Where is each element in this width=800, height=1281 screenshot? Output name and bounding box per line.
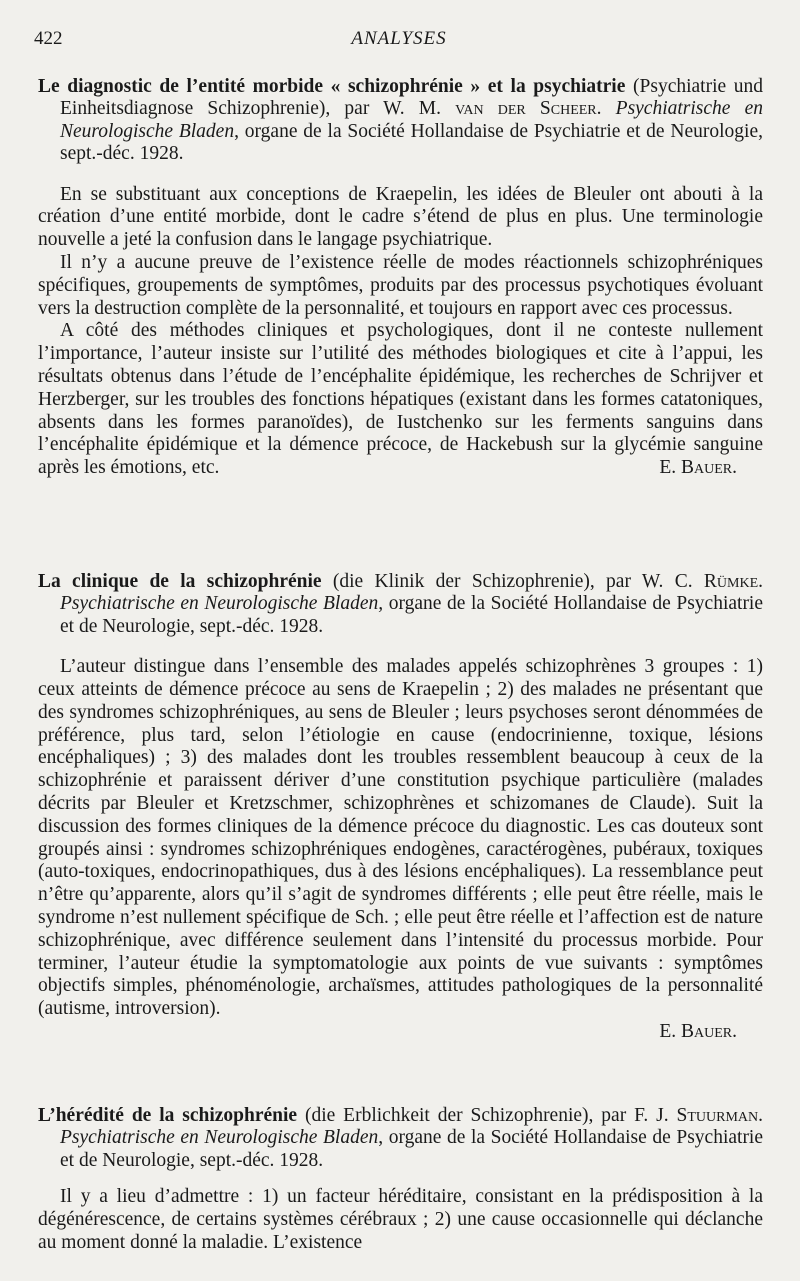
article-2-heading <box>38 571 763 638</box>
page-header <box>34 28 764 54</box>
article-1-paragraph-3-text: A côté des méthodes cliniques et psychologiques, dont il ne conteste nullement l’importance, l’auteur insiste sur l’utilité des méthodes biologiques et cite à l’appui, les résultats obtenus dans l’étude de l’encéphalite épidémique, les recherches de Schrijver et Herzberger, sur les troubles des fonctions hépatiques (existant dans les formes catatoniques, absents dans les formes paranoïdes), de Iustchenko sur les ferments sanguins dans l’encéphalite épidémique et la démence précoce, de Hackebush sur la glycémie sanguine après les émotions, etc. <box>38 320 763 479</box>
article-2-source: organe de la Société Hollandaise de Psychiatrie et de Neurologie, sept.-déc. 1928. <box>60 593 764 637</box>
article-1-period: . <box>596 98 602 120</box>
article-2-signature: E. Bauer. <box>659 1020 737 1042</box>
article-3-period: . <box>758 1105 763 1126</box>
article-1-paragraph-1: En se substituant aux conceptions de Kraepelin, les idées de Bleuler ont abouti à la création d’une entité morbide, dont le cadre s’étend de plus en plus. Une terminologie nouvelle a jeté la confusion dans le langage psychiatrique. <box>38 183 763 251</box>
article-3-paragraph-1: Il y a lieu d’admettre : 1) un facteur héréditaire, consistant en la prédisposition à la dégénérescence, de certains systèmes cérébraux ; 2) une cause occasionnelle qui déclanche au moment donné la maladie. L’existence <box>38 1186 763 1253</box>
article-1-title: Le diagnostic de l’entité morbide « schizophrénie » et la psychiatrie <box>38 76 626 97</box>
article-3-body <box>38 1186 763 1254</box>
article-2-journal: Psychiatrische en Neurologische Bladen, <box>60 593 384 615</box>
article-2-period: . <box>758 571 764 592</box>
article-1-body <box>38 184 763 480</box>
article-2-paragraph-1: L’auteur distingue dans l’ensemble des malades appelés schizophrènes 3 groupes : 1) ceux atteints de démence précoce au sens de Kraepelin ; 2) des malades ne présentant que des syndromes schizophréniques, au sens de Bleuler ; leurs psychoses seront dénommées de préférence, plus tard, selon l’étiologie en cause (endocrinienne, toxique, lésions encéphaliques) ; 3) des malades dont les troubles ressemblent beaucoup à ceux de la schizophrénie et paraissent dériver d’une constitution psychique particulière (malades décrits par Bleuler et Kretzschmer, schizophrènes et schizomanes de Claude). Suit la discussion des formes cliniques de la démence précoce du diagnostic. Les cas douteux sont groupés ainsi : syndromes schizophréniques endogènes, caractérogènes, pubéraux, toxiques (auto-toxiques, endocrinopathiques, dus à des lésions encéphaliques). La ressemblance peut n’être qu’apparente, alors qu’il s’agit de syndromes différents ; elle peut être réelle, mais le syndrome n’est nullement spécifique de Sch. ; elle peut être réelle et l’affection est de nature schizophrénique, avec différence seulement dans l’intensité du processus morbide. Pour terminer, l’auteur étudie la symptomatologie aux points de vue suivants : symptômes objectifs simples, phénoménologie, archaïsmes, attitudes pathologiques de la personnalité (autisme, introversion). <box>38 656 763 1020</box>
page-number: 422 <box>34 28 63 49</box>
article-1-source: , organe de la Société Hollandaise de Psychiatrie et de Neurologie, sept.-déc. 1928. <box>60 120 764 165</box>
article-3-title: L’hérédité de la schizophrénie <box>38 1105 298 1126</box>
article-2-title: La clinique de la schizophrénie <box>38 571 322 592</box>
article-2 <box>38 571 763 1044</box>
article-2-body <box>38 656 763 1044</box>
article-1-signature: E. Bauer. <box>659 457 737 479</box>
article-3-subtitle: (die Erblichkeit der Schizophrenie), par F. J. <box>297 1105 669 1126</box>
article-1-journal: Psychiatrische en Neurologische Bladen <box>60 98 764 142</box>
article-2-author: Rümke <box>703 571 759 592</box>
running-head: ANALYSES <box>351 28 447 49</box>
article-3-journal: Psychiatrische en Neurologische Bladen <box>60 1127 379 1149</box>
article-1-heading <box>38 76 763 166</box>
article-3 <box>38 1105 763 1255</box>
article-1 <box>38 76 763 480</box>
article-3-heading <box>38 1105 763 1172</box>
article-1-paragraph-2: Il n’y a aucune preuve de l’existence réelle de modes réactionnels schizophréniques spécifiques, groupements de symptômes, produits par des processus psychotiques évoluant vers la destruction complète de la personnalité, et toujours en rapport avec ces processus. <box>38 252 763 319</box>
article-1-subtitle: (Psychiatrie und Einheitsdiagnose Schizophrenie), par W. M. <box>60 76 764 120</box>
article-1-author: van der Scheer <box>455 98 597 120</box>
article-3-source: , organe de la Société Hollandaise de Psychiatrie et de Neurologie, sept.-déc. 1928. <box>60 1127 764 1171</box>
article-2-subtitle: (die Klinik der Schizophrenie), par W. C. <box>321 571 693 592</box>
article-3-author: Stuurman <box>676 1105 759 1126</box>
article-1-paragraph-3 <box>38 320 763 480</box>
